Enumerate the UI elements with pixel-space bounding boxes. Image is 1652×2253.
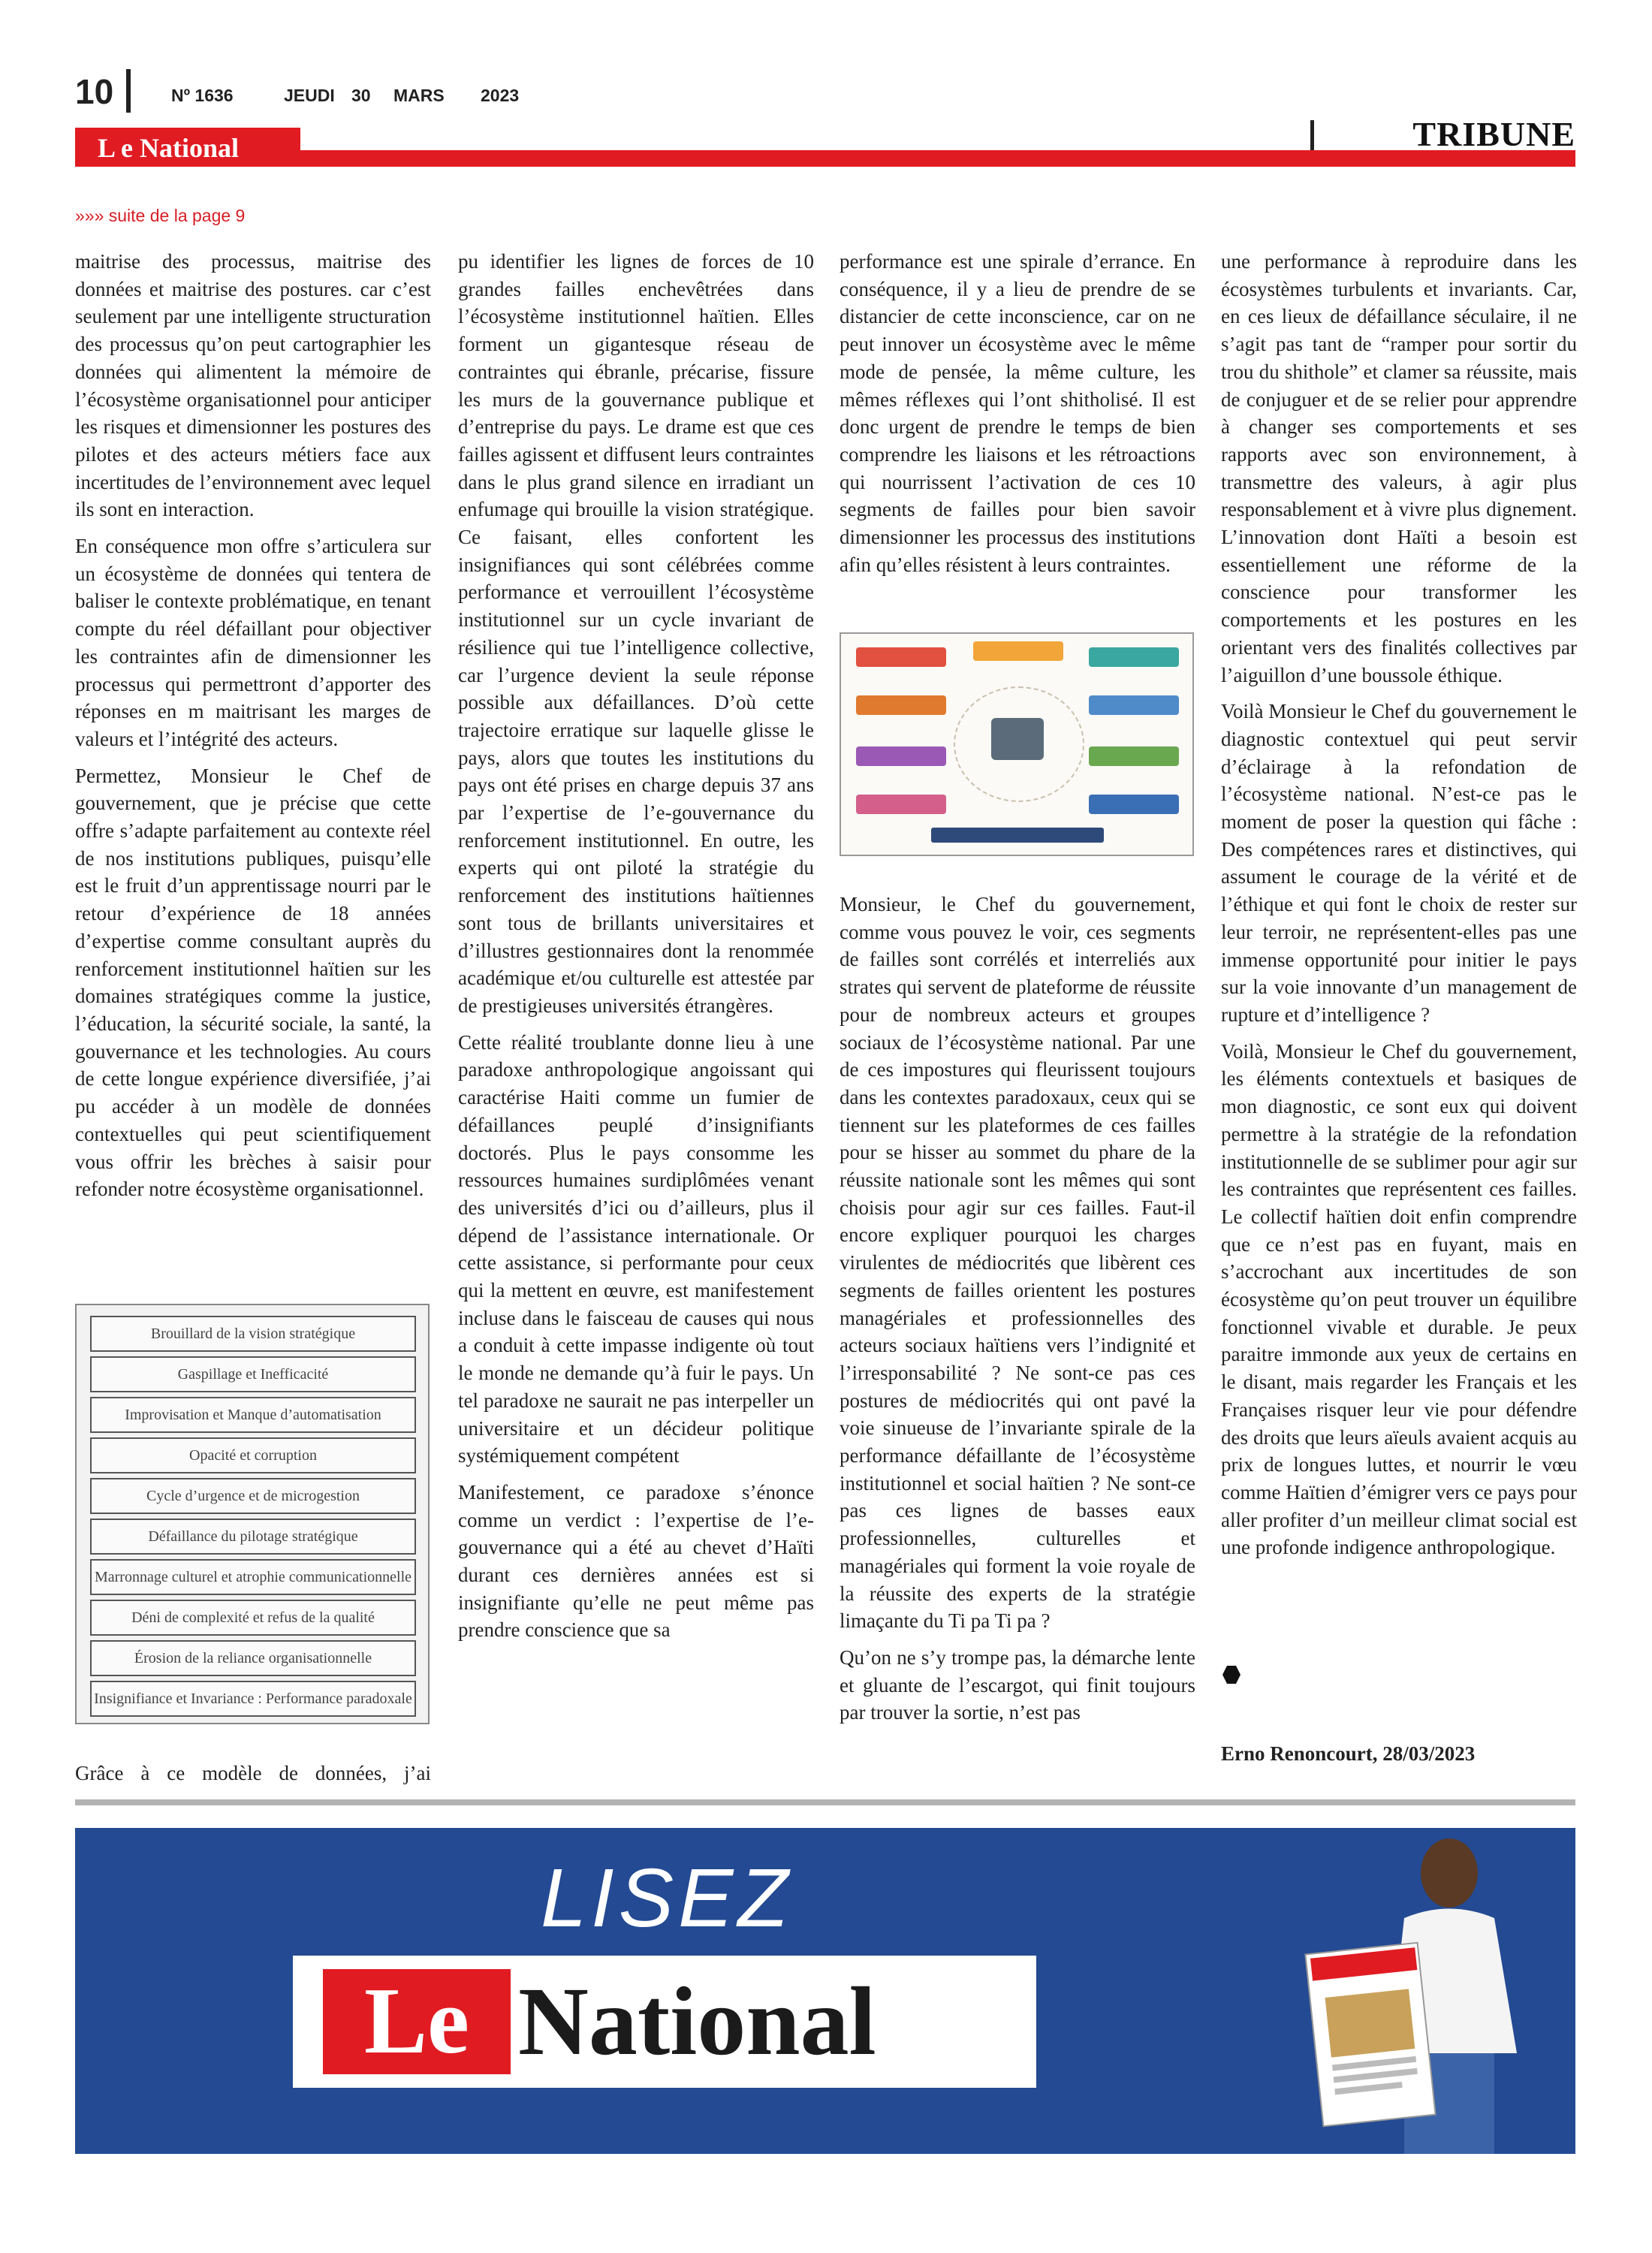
advertisement-banner[interactable]	[75, 1828, 1575, 2154]
section-divider	[1310, 120, 1314, 150]
faille-item: Défaillance du pilotage stratégique	[90, 1519, 416, 1555]
divider-rule	[75, 1799, 1575, 1805]
reader-with-newspaper-image	[1292, 1828, 1575, 2154]
paragraph: Permettez, Monsieur le Chef de gouvernement, que je précise que cette offre s’adapte parfaitement au contexte réel de nos institutions publiques, puisqu’elle est le fruit d’un apprentissage nourri par le retour d’expérience de 18 années d’expertise comme consultant auprès du renforcement institutionnel haïtien sur les domaines stratégiques comme la justice, l’éducation, la sécurité sociale, la santé, la gouvernance et les technologies. Au cours de cette longue expérience diversifiée, j’ai pu accéder à un modèle de données contextuelles qui peut scientifiquement vous offrir les brèches à saisir pour refonder notre écosystème organisationnel.	[75, 764, 431, 1201]
newspaper-logo	[293, 1956, 1036, 2088]
paragraph: Voilà, Monsieur le Chef du gouvernement, les éléments contextuels et basiques de mon diagnostic, ce sont eux qui doivent permettre à la stratégie de la refondation institutionnelle de se sublimer pour agir sur les contraintes que représentent ces failles. Le collectif haïtien doit enfin comprendre que ce n’est pas en fuyant, mais en s’accrochant aux incertitudes de son écosystème qu’on peut trouver un équilibre fonctionnel vivable et durable. Je peux paraitre immonde aux yeux de certains en le disant, mais regarder les Français et les Françaises risquer leur vie pour défendre des droits que leurs aïeuls avaient acquis au prix de longues luttes, et nourrir le vœu comme Haïtien d’émigrer vers ce pays pour aller profiter d’un meilleur climat social est une profonde indigence anthropologique.	[1221, 1039, 1577, 1559]
section-title: TRIBUNE	[1412, 115, 1575, 153]
paragraph: Voilà Monsieur le Chef du gouvernement le diagnostic contextuel qui peut servir d’éclairage à la refondation de l’écosystème national. N’est-ce pas le moment de poser la question qui fâche : Des compétences rares et distinctives, qui assument le courage de la vérité et de l’éthique et qui font le choix de rester sur leur terroir, ne représentent-elles pas une immense opportunité pour initier le pays sur la voie innovante d’un management de rupture et d’intelligence ?	[1221, 700, 1577, 1026]
paragraph-continuation: Grâce à ce modèle de données, j’ai	[75, 1762, 431, 1784]
failles-figure	[75, 1304, 430, 1724]
faille-item: Opacité et corruption	[90, 1437, 416, 1473]
diagram-node	[856, 746, 946, 766]
faille-item: Marronnage culturel et atrophie communicationnelle	[90, 1559, 416, 1595]
paragraph: pu identifier les lignes de forces de 10 grandes failles enchevêtrées dans l’écosystème institutionnel haïtien. Elles forment un gigantesque réseau de contraintes qui ébranle, précarise, fissure les murs de la gouvernance publique et d’entreprise du pays. Le drame est que ces failles agissent et diffusent leurs contraintes dans le plus grand silence en irradiant un enfumage qui brouille la vision stratégique. Ce faisant, elles confortent les insignifiances qui sont célébrées comme performance et verrouillent l’écosystème institutionnel sur un cycle invariant de résilience qui tue l’intelligence collective, car l’urgence devient la seule réponse possible aux défaillances. D’où cette trajectoire erratique sur laquelle glisse le pays, alors que toutes les institutions du pays ont été prises en charge depuis 37 ans par l’expertise de l’e-gouvernance du renforcement institutionnel. En outre, les experts qui ont piloté la stratégie du renforcement des institutions haïtiennes sont tous de brillants universitaires et d’illustres gestionnaires dont la renommée académique et/ou culturelle est attestée par de prestigieuses universités étrangères.	[458, 250, 814, 1017]
article-column-4	[1221, 248, 1577, 1570]
faille-item: Brouillard de la vision stratégique	[90, 1316, 416, 1352]
paragraph: En conséquence mon offre s’articulera sur un écosystème de données qui tentera de baliser le contexte problématique, en tenant compte du réel défaillant pour objectiver les contraintes afin de dimensionner les processus qui permettront d’apporter des réponses en m maitrisant les marges de valeurs et l’intégrité des acteurs.	[75, 535, 431, 750]
logo-le: Le	[323, 1969, 511, 2074]
paragraph: Manifestement, ce paradoxe s’énonce comme un verdict : l’expertise de l’e-gouvernance qui a été au chevet d’Haïti durant ces dernières années est si insignifiante qu’elle ne peut même pas prendre conscience que sa	[458, 1480, 814, 1642]
diagram-node	[1089, 647, 1179, 667]
diagram-node	[856, 647, 946, 667]
publication-name: L e National	[98, 133, 240, 163]
diagram-hub	[991, 718, 1044, 760]
paragraph: performance est une spirale d’errance. En conséquence, il y a lieu de prendre de se distancier de cette inconscience, car on ne peut innover un écosystème avec le même mode de pensée, la même culture, les mêmes réflexes qui l’ont shitholisé. Il est donc urgent de prendre le temps de bien comprendre les liaisons et les rétroactions qui nourrissent l’activation de ces 10 segments de failles pour bien savoir dimensionner les processus des institutions afin qu’elles résistent à leurs contraintes.	[840, 250, 1195, 576]
ecosystem-diagram-image	[840, 632, 1194, 856]
diagram-node	[1089, 795, 1179, 814]
issue-day: JEUDI	[284, 86, 335, 105]
paragraph: une performance à reproduire dans les écosystèmes turbulents et invariants. Car, en ces lieux de défaillance séculaire, il ne s’agit pas tant de “ramper pour sortir du trou du shithole” et clamer sa réussite, mais de conjuguer et de se relier pour apprendre à changer ses comportements et ses rapports avec son environnement, à transmettre des valeurs, à agir plus responsablement et à vivre plus dignement. L’innovation dont Haïti a besoin est essentiellement une réforme de la conscience pour transformer les comportements et les postures en les orientant vers des finalités collectives par l’aiguillon d’une boussole éthique.	[1221, 250, 1577, 686]
issue-month: MARS	[393, 86, 445, 105]
header-divider	[126, 69, 131, 113]
diagram-footer	[931, 828, 1104, 843]
issue-year: 2023	[481, 86, 520, 105]
diagram-node	[973, 641, 1063, 661]
paragraph: Qu’on ne s’y trompe pas, la démarche lente et gluante de l’escargot, qui finit toujours par trouver la sortie, n’est pas	[840, 1645, 1195, 1724]
diagram-node	[856, 695, 946, 715]
issue-number: Nº 1636	[171, 86, 234, 105]
section-header-band	[300, 119, 1575, 150]
diagram-node	[1089, 695, 1179, 715]
continued-from: »»» suite de la page 9	[75, 206, 246, 225]
issue-date-day: 30	[351, 86, 371, 105]
ad-headline: LISEZ	[541, 1852, 793, 1944]
faille-item: Insignifiance et Invariance : Performance paradoxale	[90, 1681, 416, 1717]
article-column-3-continued	[840, 891, 1195, 1736]
faille-item: Érosion de la reliance organisationnelle	[90, 1640, 416, 1676]
diagram-node	[1089, 746, 1179, 766]
paragraph: maitrise des processus, maitrise des données et maitrise des postures. car c’est seulement par une intelligente structuration des processus qu’on peut cartographier les données qui alimentent la mémoire de l’écosystème organisationnel pour anticiper les risques et dimensionner les postures des pilotes et des acteurs métiers face aux incertitudes de l’environnement avec lequel ils sont en interaction.	[75, 250, 431, 521]
faille-item: Déni de complexité et refus de la qualité	[90, 1600, 416, 1636]
end-mark-icon	[1222, 1666, 1241, 1684]
article-column-2	[458, 248, 814, 1653]
author-signature: Erno Renoncourt, 28/03/2023	[1221, 1742, 1476, 1765]
paragraph: Monsieur, le Chef du gouvernement, comme vous pouvez le voir, ces segments de failles sont corrélés et interreliés aux strates qui servent de plateforme de réussite pour de nombreux acteurs et groupes sociaux de l’écosystème national. Par une de ces impostures qui fleurissent toujours dans les contextes paradoxaux, ceux qui se tiennent sur les plateformes de ces failles pour se hisser au sommet du phare de la réussite nationale sont les mêmes qui sont choisis pour agir sur ces failles. Faut-il encore expliquer pourquoi les charges virulentes de médiocrités que libèrent ces segments de failles orientent les postures managériales et professionnelles des acteurs sociaux haïtiens vers l’indignité et l’irresponsabilité ? Ne sont-ce pas ces postures de médiocrités qui ont pavé la voie sinueuse de l’invariante spirale de la performance défaillante de l’écosystème institutionnel et social haïtien ? Ne sont-ce pas ces lignes de basses eaux professionnelles, culturelles et managériales qui forment la voie royale de la réussite des experts de la stratégie limaçante du Ti pa Ti pa ?	[840, 893, 1195, 1633]
article-column-1	[75, 248, 431, 1212]
logo-national: National	[518, 1968, 876, 2076]
diagram-node	[856, 795, 946, 814]
faille-item: Gaspillage et Inefficacité	[90, 1356, 416, 1392]
faille-item: Improvisation et Manque d’automatisation	[90, 1397, 416, 1433]
page-number: 10	[75, 72, 114, 111]
paragraph: Cette réalité troublante donne lieu à une paradoxe anthropologique angoissant qui caractérise Haiti comme un fumier de défaillances peuplé d’insignifiants doctorés. Plus le pays consomme les ressources humaines surdiplômées venant des universités d’ici ou d’ailleurs, plus il dépend de l’assistance internationale. Or cette assistance, si performante pour ceux qui la mettent en œuvre, est manifestement incluse dans le faisceau de causes qui nous a conduit à cette impasse indigente où tout le monde ne demande qu’à fuir le pays. Un tel paradoxe ne saurait ne pas interpeller un universitaire et un décideur politique systémiquement compétent	[458, 1030, 814, 1467]
article-column-3	[840, 248, 1195, 587]
faille-item: Cycle d’urgence et de microgestion	[90, 1478, 416, 1514]
